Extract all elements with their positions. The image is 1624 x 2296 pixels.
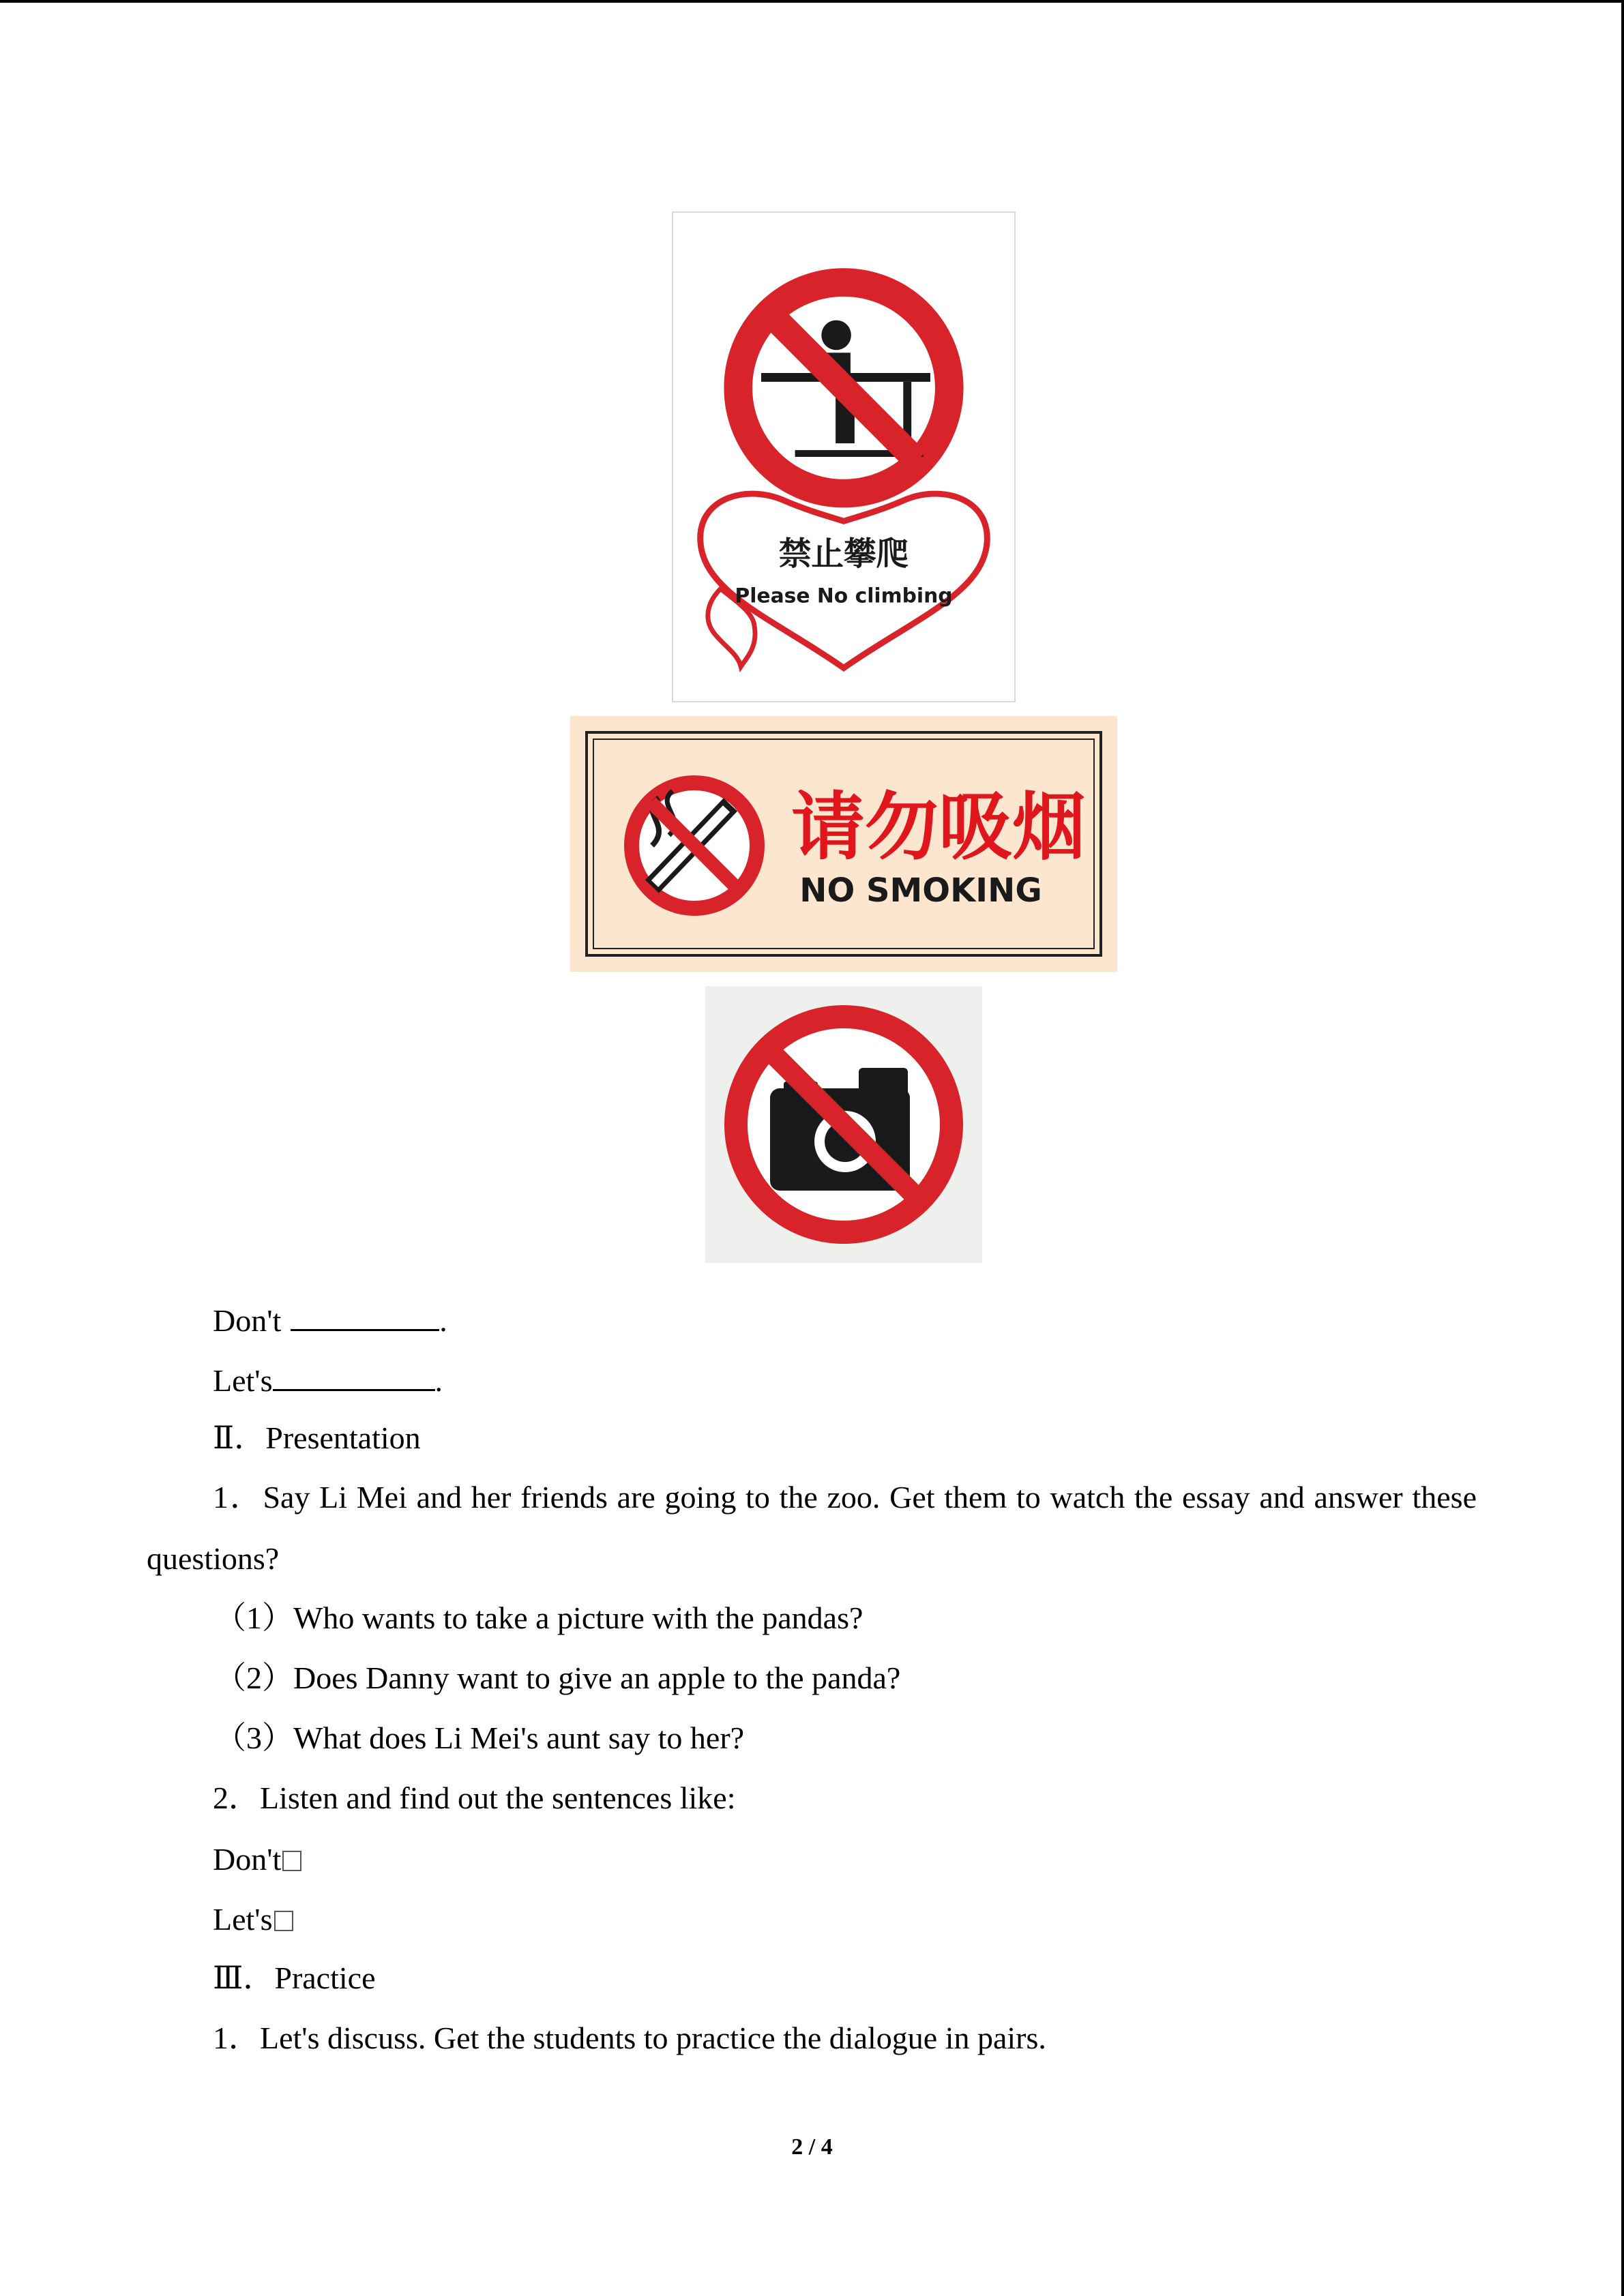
lets-blank-line: Let's . <box>213 1359 443 1401</box>
question-2: （2）Does Danny want to give an apple to the panda? <box>215 1660 901 1695</box>
dont-example-line <box>213 1839 301 1880</box>
question-3: （3）What does Li Mei's aunt say to her? <box>215 1720 745 1755</box>
lets-label: Let's <box>213 1363 273 1398</box>
smoke-sign-cn-text: 请勿吸烟 <box>791 785 1087 870</box>
lets-answer-blank[interactable] <box>273 1359 435 1391</box>
page-number: 2 / 4 <box>791 2134 833 2160</box>
no-smoking-sign-graphic <box>570 716 1117 972</box>
dont-blank-line: Don't . <box>213 1299 447 1341</box>
no-climbing-sign-graphic <box>673 213 1014 701</box>
climb-sign-en-text: Please No climbing <box>735 584 953 608</box>
figure-head <box>821 320 851 351</box>
no-photography-sign-graphic <box>705 986 982 1263</box>
lets-example-line <box>213 1899 293 1940</box>
dont-example-label: Don't <box>213 1842 282 1877</box>
paragraph-presentation-2: 2．Listen and find out the sentences like: <box>213 1780 736 1815</box>
section-heading-presentation: Ⅱ．Presentation <box>213 1420 421 1455</box>
section-heading-practice: Ⅲ．Practice <box>213 1960 376 1995</box>
dont-answer-blank[interactable] <box>291 1299 439 1331</box>
question-1: （1）Who wants to take a picture with the pandas? <box>215 1600 863 1635</box>
paragraph-practice-1: 1．Let's discuss. Get the students to practice the dialogue in pairs. <box>213 2021 1046 2055</box>
placeholder-box <box>282 1851 301 1871</box>
no-smoking-sign-image <box>570 716 1117 972</box>
no-climbing-sign-image <box>672 211 1016 702</box>
smoke-sign-en-text: NO SMOKING <box>799 871 1042 910</box>
placeholder-box <box>274 1911 293 1931</box>
dont-label: Don't <box>213 1303 282 1338</box>
paragraph-presentation-1: 1．Say Li Mei and her friends are going to the zoo. Get them to watch the essay and answer these questions? <box>147 1480 1477 1576</box>
right-border <box>1621 0 1624 2296</box>
climb-sign-cn-text: 禁止攀爬 <box>778 535 909 573</box>
no-photography-sign-image <box>705 986 982 1263</box>
lets-example-label: Let's <box>213 1902 273 1937</box>
top-border <box>0 0 1624 3</box>
